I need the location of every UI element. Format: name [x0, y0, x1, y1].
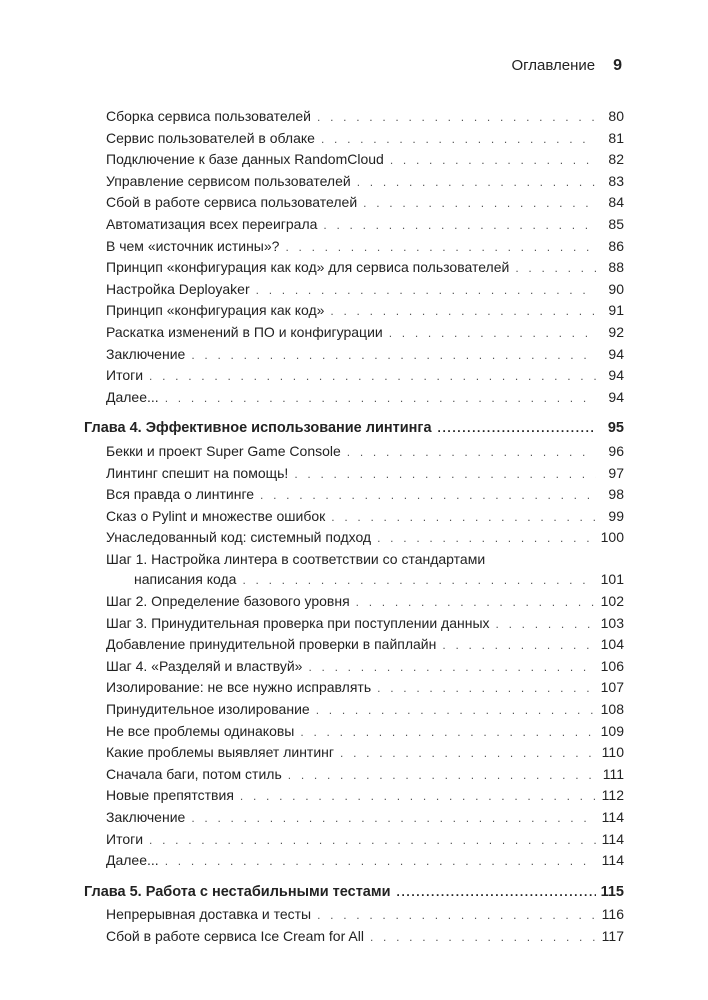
toc-entry[interactable] — [84, 850, 624, 872]
toc-entry[interactable] — [84, 926, 624, 948]
toc-entry-title: В чем «источник истины»? — [106, 237, 280, 254]
toc-entry-title: Управление сервисом пользователей — [106, 172, 351, 189]
toc-entry[interactable] — [84, 764, 624, 786]
toc-entry-page: 114 — [601, 852, 624, 869]
toc-entry-title: Сказ о Pylint и множестве ошибок — [106, 507, 326, 524]
toc-entry-page: 114 — [601, 830, 624, 847]
toc-entry-title: Не все проблемы одинаковы — [106, 722, 295, 739]
toc-entry-page: 97 — [608, 464, 624, 481]
toc-entry[interactable] — [84, 591, 624, 613]
leader-dots — [256, 280, 596, 301]
leader-dots — [321, 129, 596, 150]
toc-entry-page: 111 — [602, 765, 624, 782]
toc-entry-page: 116 — [601, 906, 624, 923]
toc-entry[interactable] — [84, 257, 624, 279]
toc-entry[interactable] — [84, 506, 624, 528]
toc-entry[interactable] — [84, 344, 624, 366]
toc-entry-page: 114 — [601, 809, 624, 825]
toc-entry[interactable] — [84, 441, 624, 463]
leader-dots — [356, 592, 596, 613]
toc-entry-page: 112 — [601, 787, 624, 804]
toc-entry-title: Непрерывная доставка и тесты — [106, 906, 312, 923]
toc-entry-title: Сбой в работе сервиса Ice Cream for All — [106, 927, 364, 944]
toc-entry[interactable] — [84, 742, 624, 764]
leader-dots — [191, 808, 596, 829]
toc-entry-title: Принцип «конфигурация как код» для сервиса пользователей — [106, 259, 510, 276]
leader-dots — [300, 722, 596, 743]
leader-dots — [149, 830, 596, 851]
leader-dots — [317, 107, 596, 128]
toc-entry[interactable] — [84, 656, 624, 678]
toc-entry-title: Какие проблемы выявляет линтинг — [106, 744, 334, 761]
toc-entry-title: Заключение — [106, 809, 186, 825]
leader-dots — [496, 614, 596, 635]
toc-entry[interactable] — [84, 677, 624, 699]
toc-entry[interactable] — [84, 721, 624, 743]
leader-dots — [288, 765, 596, 786]
toc-entry-page: 94 — [608, 388, 624, 405]
toc-entry-title: Сервис пользователей в облаке — [106, 129, 315, 146]
leader-dots — [149, 366, 596, 387]
toc-entry-title: Итоги — [106, 367, 144, 384]
toc-entry[interactable] — [84, 149, 624, 171]
toc-entry-title: Шаг 3. Принудительная проверка при поступлении данных — [106, 614, 490, 631]
leader-dots — [347, 442, 596, 463]
toc-entry-page: 88 — [608, 259, 624, 276]
toc-entry-page: 102 — [600, 593, 624, 610]
toc-entry-page: 109 — [600, 722, 624, 739]
toc-entry-page: 83 — [608, 172, 624, 189]
toc-entry[interactable] — [84, 785, 624, 807]
toc-entry-title: Настройка Deployaker — [106, 280, 250, 297]
toc-entry-step1[interactable]: Шаг 1. Настройка линтера в соответствии со стандартами написания кода . . . 101 — [84, 549, 624, 591]
toc-entry-page: 90 — [608, 280, 624, 297]
table-of-contents — [84, 106, 624, 948]
toc-entry-title: Сборка сервиса пользователей — [106, 108, 311, 124]
toc-entry-page: 98 — [608, 486, 624, 503]
toc-entry[interactable] — [84, 106, 624, 128]
leader-dots — [317, 905, 596, 926]
toc-entry-title: Изолирование: не все нужно исправлять — [106, 679, 372, 696]
toc-entry-page: 107 — [600, 679, 624, 696]
header-page-number: 9 — [613, 57, 622, 74]
toc-entry-title: Вся правда о линтинге — [106, 486, 255, 503]
leader-dots — [370, 927, 596, 948]
toc-entry-title: Заключение — [106, 345, 186, 362]
toc-entry-page: 94 — [608, 345, 624, 362]
toc-entry-page: 94 — [608, 367, 624, 384]
toc-entry-title: Унаследованный код: системный подход — [106, 529, 372, 546]
toc-entry[interactable] — [84, 484, 624, 506]
toc-entry-page: 110 — [601, 744, 624, 761]
toc-entry[interactable] — [84, 279, 624, 301]
leader-dots — [397, 882, 596, 903]
leader-dots — [331, 507, 596, 528]
toc-entry[interactable] — [84, 322, 624, 344]
toc-entry-page: 99 — [608, 507, 624, 524]
toc-entry-page: 84 — [608, 194, 624, 211]
toc-entry-page: 91 — [608, 302, 624, 319]
toc-entry-title: Автоматизация всех переиграла — [106, 215, 318, 232]
leader-dots — [165, 388, 596, 409]
toc-entry[interactable] — [84, 613, 624, 635]
toc-entry[interactable] — [84, 171, 624, 193]
toc-entry-title: Шаг 2. Определение базового уровня — [106, 593, 350, 610]
leader-dots — [191, 345, 596, 366]
toc-entry-page: 86 — [608, 237, 624, 254]
toc-entry[interactable] — [84, 634, 624, 656]
leader-dots — [377, 678, 596, 699]
toc-entry-title: Принудительное изолирование — [106, 701, 310, 718]
toc-entry-page: 103 — [600, 614, 624, 631]
toc-entry-title: Подключение к базе данных RandomCloud — [106, 151, 384, 168]
toc-entry-page: 100 — [600, 529, 624, 546]
leader-dots — [294, 464, 596, 485]
leader-dots — [390, 150, 596, 171]
toc-chapter-5[interactable]: Глава 5. Работа с нестабильными тестами ..... 115 — [84, 882, 624, 903]
leader-dots — [357, 172, 596, 193]
toc-entry-page: 117 — [601, 927, 624, 944]
leader-dots — [242, 570, 596, 591]
toc-entry-page: 96 — [608, 442, 624, 459]
toc-entry[interactable] — [84, 527, 624, 549]
toc-entry[interactable] — [84, 128, 624, 150]
toc-entry-page: 104 — [600, 636, 624, 653]
leader-dots — [389, 323, 596, 344]
toc-entry[interactable] — [84, 236, 624, 258]
toc-entry-page: 80 — [608, 108, 624, 124]
header-title: Оглавление — [511, 57, 596, 74]
toc-entry-title: Сбой в работе сервиса пользователей — [106, 194, 358, 211]
toc-entry-title: Шаг 4. «Разделяй и властвуй» — [106, 657, 303, 674]
running-header — [511, 57, 622, 75]
toc-entry-title: Бекки и проект Super Game Console — [106, 442, 341, 459]
toc-entry-title: Принцип «конфигурация как код» — [106, 302, 325, 319]
leader-dots — [260, 485, 596, 506]
leader-dots — [438, 418, 596, 439]
toc-entry-page: 85 — [608, 215, 624, 232]
leader-dots — [363, 193, 596, 214]
toc-entry[interactable] — [84, 365, 624, 387]
toc-entry-title: Сначала баги, потом стиль — [106, 765, 282, 782]
toc-entry-page: 106 — [600, 657, 624, 674]
toc-entry[interactable] — [84, 192, 624, 214]
toc-entry[interactable] — [84, 214, 624, 236]
toc-entry[interactable] — [84, 829, 624, 851]
toc-entry[interactable] — [84, 387, 624, 409]
leader-dots — [323, 215, 596, 236]
toc-entry-page: 81 — [608, 129, 624, 146]
toc-entry-title: Добавление принудительной проверки в пайплайн — [106, 636, 437, 653]
toc-entry[interactable] — [84, 300, 624, 322]
toc-entry[interactable] — [84, 807, 624, 829]
leader-dots — [308, 657, 596, 678]
toc-entry-title: Линтинг спешит на помощь! — [106, 464, 289, 481]
toc-entry-title: Итоги — [106, 830, 144, 847]
toc-entry-title: Далее... — [106, 852, 159, 869]
toc-entry[interactable] — [84, 904, 624, 926]
toc-entry[interactable] — [84, 463, 624, 485]
leader-dots — [240, 786, 596, 807]
toc-chapter-4[interactable]: Глава 4. Эффективное использование линтинга ..... 95 — [84, 418, 624, 439]
leader-dots — [340, 743, 596, 764]
toc-entry-page: 92 — [608, 323, 624, 340]
toc-entry[interactable] — [84, 699, 624, 721]
leader-dots — [377, 528, 596, 549]
toc-entry-title: Новые препятствия — [106, 787, 234, 804]
leader-dots — [165, 851, 596, 872]
toc-entry-title: Далее... — [106, 388, 159, 405]
leader-dots — [515, 258, 596, 279]
toc-entry-page: 108 — [600, 701, 624, 718]
leader-dots — [285, 237, 596, 258]
toc-entry-page: 82 — [608, 151, 624, 168]
toc-entry-title: Раскатка изменений в ПО и конфигурации — [106, 323, 383, 340]
leader-dots — [442, 635, 596, 656]
leader-dots — [330, 301, 596, 322]
leader-dots — [316, 700, 596, 721]
